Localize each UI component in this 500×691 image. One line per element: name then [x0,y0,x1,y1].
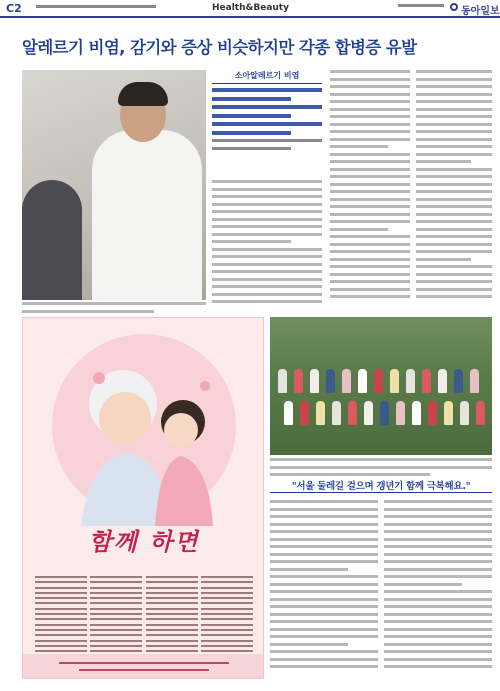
article-body-column [330,70,410,303]
photo-child-figure [22,180,82,300]
text-line [416,168,492,171]
text-line [416,145,492,148]
text-line [270,613,378,616]
clinic-line [35,592,87,594]
clinic-line [201,629,253,631]
clinic-line [35,613,87,615]
clinic-line [90,608,142,610]
text-line [212,218,322,221]
clinic-line [90,592,142,594]
clinic-line [35,629,87,631]
clinic-line [146,629,198,631]
text-line [416,250,492,253]
photo-person [348,401,357,425]
text-line [270,598,378,601]
clinic-line [35,597,87,599]
clinic-line [146,576,198,578]
clinic-line [146,613,198,615]
photo-person [310,369,319,393]
text-line [212,248,322,251]
text-line [330,273,410,276]
text-line [270,643,348,646]
text-line [384,598,492,601]
section-mark [398,4,444,11]
photo-person [278,369,287,393]
text-line [330,220,410,223]
text-line [384,665,492,668]
clinic-line [146,592,198,594]
clinic-line [35,624,87,626]
photo-person [342,369,351,393]
ad-footer [23,654,264,679]
text-line [270,620,378,623]
text-line [416,273,492,276]
text-line [212,195,322,198]
clinic-line [35,645,87,647]
clinic-line [201,650,253,652]
text-line [416,115,492,118]
text-line [212,255,322,258]
clinic-line [35,576,87,578]
text-line [384,590,492,593]
quote-divider [270,492,492,493]
text-line [212,203,322,206]
photo-person [396,401,405,425]
text-line [330,138,410,141]
clinic-line [201,587,253,589]
text-line [384,650,492,653]
text-line [330,160,410,163]
text-line [384,605,492,608]
text-line [270,590,378,593]
text-line [270,515,378,518]
text-line [330,108,410,111]
text-line [330,205,410,208]
clinic-line [90,602,142,604]
clinic-line [35,650,87,652]
expert-box [212,70,322,176]
text-line [384,628,492,631]
text-line [384,635,492,638]
photo-doctor-coat [92,130,202,300]
feature-body-column [270,500,378,673]
article-body-column [416,70,492,303]
text-line [330,85,410,88]
text-line [270,650,378,653]
clinic-line [35,587,87,589]
clinic-line [35,581,87,583]
clinic-line [90,645,142,647]
text-line [384,568,492,571]
text-line [416,265,492,268]
text-line [330,175,410,178]
text-line [330,250,410,253]
text-line [270,508,378,511]
text-line [330,265,410,268]
photo-person [428,401,437,425]
photo-person [294,369,303,393]
text-line [270,635,378,638]
text-line [416,228,492,231]
clinic-line [90,613,142,615]
text-line [384,575,492,578]
text-line [330,235,410,238]
clinic-line [146,645,198,647]
text-line [416,93,492,96]
article-photo [22,70,206,300]
text-line [330,288,410,291]
clinic-line [146,634,198,636]
headline: 알레르기 비염, 감기와 증상 비슷하지만 각종 합병증 유발 [22,38,417,57]
clinic-line [90,640,142,642]
text-line [384,508,492,511]
text-line [416,205,492,208]
text-line [212,188,322,191]
text-line [270,538,378,541]
text-line [416,130,492,133]
text-line [330,115,410,118]
text-line [384,500,492,503]
clinic-line [90,581,142,583]
text-line [416,85,492,88]
clinic-line [201,581,253,583]
clinic-line [146,597,198,599]
clinic-line [146,608,198,610]
section-name: Health&Beauty [212,3,289,13]
text-line [416,153,492,156]
ad-script-title: 함께 하면 [88,527,200,556]
photo-person [460,401,469,425]
text-line [270,658,378,661]
text-line [212,225,322,228]
text-line [212,210,322,213]
photo-person [364,401,373,425]
text-line [212,263,322,266]
text-line [416,175,492,178]
text-line [270,545,378,548]
clinic-line [90,629,142,631]
photo-caption [22,302,206,317]
ad-illustration [41,326,247,526]
text-line [384,523,492,526]
text-line [416,183,492,186]
photo-person [332,401,341,425]
text-line [384,643,492,646]
text-line [416,213,492,216]
text-line [330,183,410,186]
clinic-line [35,608,87,610]
expert-box-title: 소아알레르기 비염 [212,70,322,84]
text-line [416,258,471,261]
article-body-column [212,180,322,308]
text-line [270,530,378,533]
text-line [330,123,410,126]
text-line [212,233,322,236]
text-line [416,243,492,246]
clinic-line [201,592,253,594]
text-line [384,530,492,533]
clinic-line [201,645,253,647]
text-line [416,235,492,238]
clinic-line [146,581,198,583]
text-line [270,568,348,571]
text-line [270,560,378,563]
text-line [416,108,492,111]
text-line [330,295,410,298]
text-line [212,293,322,296]
photo-doctor-hair [118,82,168,106]
feature-body-column [384,500,492,673]
photo-person [438,369,447,393]
text-line [330,100,410,103]
clinic-line [90,597,142,599]
text-line [330,130,410,133]
photo-person [454,369,463,393]
clinic-line [146,618,198,620]
newspaper-logo-icon [450,3,458,11]
text-line [384,515,492,518]
text-line [416,123,492,126]
child-face [164,413,198,447]
text-line [416,138,492,141]
clinic-line [90,624,142,626]
text-line [416,160,471,163]
group-photo [270,317,492,455]
text-line [330,93,410,96]
text-line [270,500,378,503]
text-line [212,285,322,288]
text-line [330,280,410,283]
photo-person [374,369,383,393]
text-line [330,70,410,73]
text-line [384,553,492,556]
text-line [270,553,378,556]
text-line [330,153,410,156]
photo-person [406,369,415,393]
flower [93,372,105,384]
text-line [384,560,492,563]
photo-person [444,401,453,425]
clinic-line [201,576,253,578]
text-line [270,583,378,586]
photo-person [316,401,325,425]
text-line [416,70,492,73]
text-line [330,243,410,246]
text-line [384,538,492,541]
text-line [416,190,492,193]
text-line [384,613,492,616]
clinic-line [146,650,198,652]
text-line [212,180,322,183]
clinic-line [201,608,253,610]
text-line [330,228,388,231]
text-line [384,620,492,623]
text-line [330,258,410,261]
text-line [384,658,492,661]
clinic-line [90,650,142,652]
photo-person [284,401,293,425]
text-line [416,220,492,223]
text-line [212,278,322,281]
text-line [330,145,388,148]
text-line [416,198,492,201]
clinic-line [201,634,253,636]
clinic-line [35,602,87,604]
photo-person [390,369,399,393]
text-line [270,628,378,631]
clinic-line [90,576,142,578]
clinic-line [35,618,87,620]
photo-person [470,369,479,393]
text-line [416,100,492,103]
text-line [330,78,410,81]
text-line [416,280,492,283]
advertisement [22,317,264,679]
flower [200,381,210,391]
clinic-line [201,613,253,615]
text-line [384,545,492,548]
text-line [212,300,322,303]
text-line [330,168,410,171]
photo-person [380,401,389,425]
text-line [270,575,378,578]
text-line [212,240,291,243]
photo-person [326,369,335,393]
masthead [0,0,500,18]
text-line [330,213,410,216]
clinic-line [35,640,87,642]
text-line [416,295,492,298]
clinic-line [201,640,253,642]
photo-person [412,401,421,425]
dateline [36,5,156,10]
text-line [270,523,378,526]
text-line [212,270,322,273]
text-line [384,583,462,586]
text-line [330,190,410,193]
clinic-line [90,634,142,636]
clinic-line [201,597,253,599]
text-line [270,605,378,608]
clinic-line [35,634,87,636]
clinic-line [90,587,142,589]
text-line [270,665,378,668]
clinic-line [146,640,198,642]
clinic-line [90,618,142,620]
text-line [330,198,410,201]
clinic-line [201,624,253,626]
newspaper-logo: 동아일보 [461,6,500,17]
text-line [416,78,492,81]
clinic-line [201,602,253,604]
clinic-line [201,618,253,620]
photo-person [422,369,431,393]
photo-person [300,401,309,425]
photo-person [476,401,485,425]
clinic-line [146,602,198,604]
grandmother-face [99,392,151,444]
photo-person [358,369,367,393]
feature-quote: "서울 둘레길 걸으며 갱년기 함께 극복해요." [291,481,471,492]
text-line [416,288,492,291]
clinic-line [146,587,198,589]
clinic-line [146,624,198,626]
page-number: C2 [6,2,22,15]
